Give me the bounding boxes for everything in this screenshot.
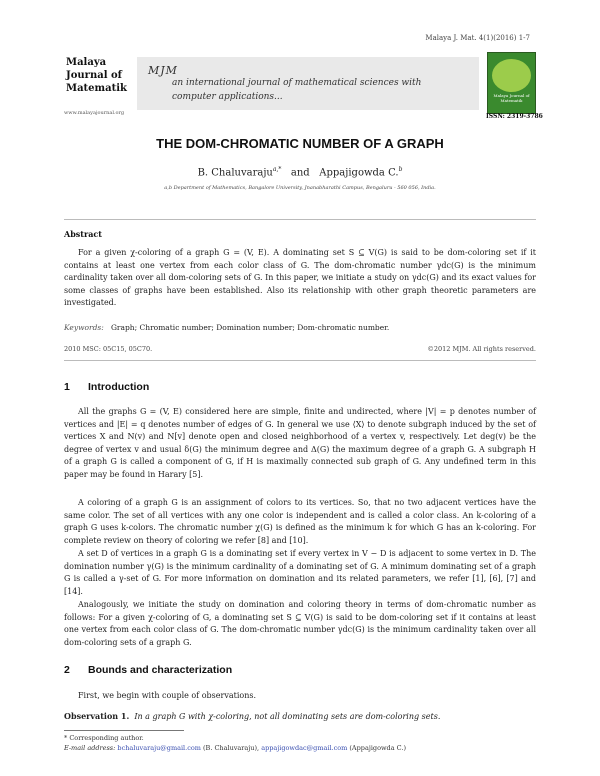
msc-codes: 2010 MSC: 05C15, 05C70. [64, 345, 153, 353]
observation-text: In a graph G with χ-coloring, not all dominating sets are dom-coloring sets. [134, 712, 441, 721]
email-link-2[interactable]: appajigowdac@gmail.com [261, 744, 348, 752]
footnote-rule [64, 730, 184, 731]
author-2-sup: b [398, 166, 403, 173]
section-number: 1 [64, 381, 70, 393]
email-line [64, 744, 406, 752]
cover-text: Malaya Journal of Matematik [493, 93, 530, 103]
journal-name: Malaya Journal of Matematik [66, 57, 127, 94]
abstract-text: For a given χ-coloring of a graph G = (V, E). A dominating set S ⊆ V(G) is said to be dom-coloring set if it contains at least one vertex from each color class of G. The dom-chromatic number γdc(G) is the minimum cardinality taken over all dom-coloring sets of G. In this paper, we initiate a study on γdc(G) and its exact values for some classes of graphs have been established. Also its relationship with other graph theoretic parameters are investigated. [64, 248, 536, 307]
divider [64, 360, 536, 361]
keywords-label: Keywords: [64, 323, 104, 332]
author-2: Appajigowda C. [319, 167, 399, 179]
paper-title: THE DOM-CHROMATIC NUMBER OF A GRAPH [156, 136, 444, 151]
paragraph: A coloring of a graph G is an assignment of colors to its vertices. So, that no two adjacent vertices have the same color. The set of all vertices with any one color is independent and is called a color class. An k-coloring of a graph G uses k-colors. The chromatic number χ(G) is defined as the minimum k for which G has an k-coloring. For complete review on theory of coloring we refer [8] and [10]. [64, 498, 536, 545]
copyright: ©2012 MJM. All rights reserved. [427, 345, 536, 353]
banner-line-1: an international journal of mathematical sciences with [172, 78, 422, 88]
email-name-1: (B. Chaluvaraju), [203, 744, 260, 752]
section-number: 2 [64, 664, 70, 676]
journal-cover-image [487, 52, 536, 114]
paragraph: A set D of vertices in a graph G is a dominating set if every vertex in V − D is adjacent to some vertex in D. The domination number γ(G) is the minimum cardinality of a dominating set of G. A minimum dominating set of a graph G is called a γ-set of G. For more information on domination and its related parameters, we refer [1], [6], [7] and [14]. [64, 549, 536, 596]
divider [64, 219, 536, 220]
corresponding-author: * Corresponding author. [64, 734, 144, 742]
observation [64, 711, 440, 721]
author-1-sup: a,* [272, 166, 282, 173]
affiliation: a,b Department of Mathematics, Bangalore University, Jnanabharathi Campus, Bengaluru - 560 056, India. [164, 185, 436, 191]
paragraph: Analogously, we initiate the study on domination and coloring theory in terms of dom-chromatic number as follows: For a given χ-coloring of G, a dominating set S ⊆ V(G) is said to be dom-coloring set if it contains at least one vertex from each color class of G. The dom-chromatic number γdc(G) is the minimum cardinality taken over all dom-coloring sets of a graph G. [64, 600, 536, 647]
keywords-text: Graph; Chromatic number; Domination number; Dom-chromatic number. [110, 323, 390, 332]
cover-emblem-icon [492, 59, 531, 92]
author-1: B. Chaluvaraju [197, 167, 273, 179]
section-heading [64, 381, 149, 393]
issn: ISSN: 2319-3786 [486, 113, 543, 120]
authors-and: and [290, 167, 310, 179]
observation-label: Observation 1. [64, 711, 130, 721]
section-title: Bounds and characterization [88, 664, 233, 676]
email-name-2: (Appajigowda C.) [349, 744, 406, 752]
journal-url[interactable]: www.malayajournal.org [64, 110, 125, 116]
email-label: E-mail address: [64, 744, 116, 752]
running-head: Malaya J. Mat. 4(1)(2016) 1-7 [425, 34, 530, 42]
keywords [64, 323, 389, 332]
section-heading [64, 664, 232, 676]
paragraph: All the graphs G = (V, E) considered here are simple, finite and undirected, where |V| = p denotes number of vertices and |E| = q denotes number of edges of G. In general we use ⟨X⟩ to denote subgraph induced by the set of vertices X and N(v) and N[v] denote open and closed neighborhood of a vertex v, respectively. Let deg(v) be the degree of vertex v and usual δ(G) the minimum degree and Δ(G) the maximum degree of a graph G. A subgraph H of a graph G is called a component of G, if H is maximally connected sub graph of G. Any undefined term in this paper may be found in Harary [5]. [64, 407, 536, 479]
paragraph: First, we begin with couple of observations. [78, 691, 257, 700]
banner-line-2: computer applications... [172, 92, 283, 102]
banner-title: MJM [148, 64, 178, 77]
authors [0, 166, 600, 178]
abstract-heading: Abstract [64, 229, 102, 239]
section-title: Introduction [88, 381, 150, 393]
email-link-1[interactable]: bchaluvaraju@gmail.com [117, 744, 201, 752]
